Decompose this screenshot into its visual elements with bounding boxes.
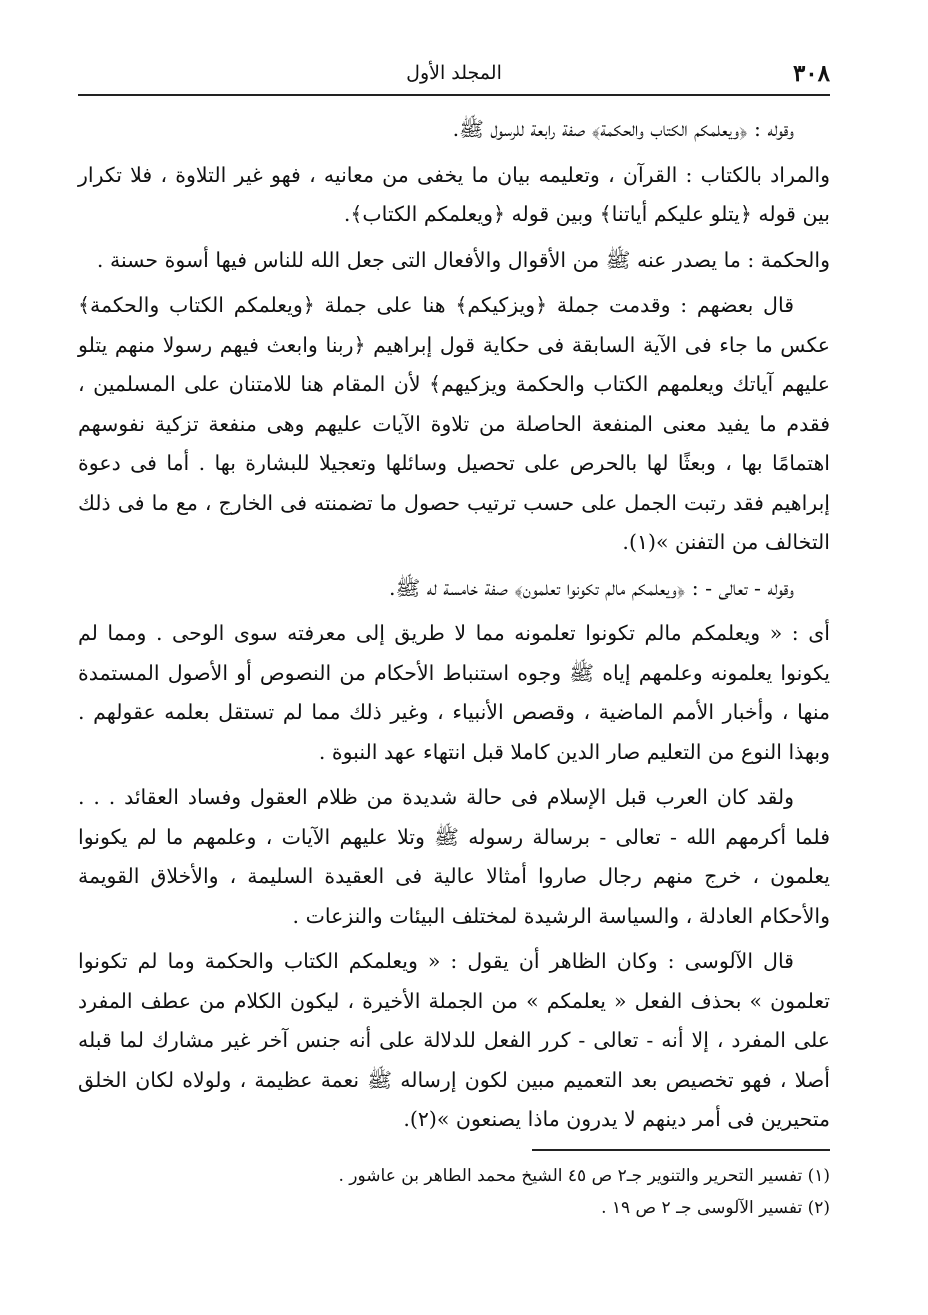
paragraph-7: ولقد كان العرب قبل الإسلام فى حالة شديدة من ظلام العقول وفساد العقائد . . . فلما أكرمهم الله - تعالى - برسالة رسوله ﷺ وتلا عليهم الآيات ، وعلمهم ما لم يكونوا يعلمون ، خرج منهم رجال صاروا أمثالا عالية فى العقيدة السليمة ، والأخلاق القويمة والأحكام العادلة ، والسياسة الرشيدة لمختلف البيئات والنزعات . (78, 785, 830, 928)
paragraph-1: وقوله : ﴿ويعلمكم الكتاب والحكمة﴾ صفة رابعة للرسول ﷺ. (452, 117, 794, 141)
paragraph-8: قال الآلوسى : وكان الظاهر أن يقول : « ويعلمكم الكتاب والحكمة وما لم تكونوا تعلمون » بحذف الفعل « يعلمكم » من الجملة الأخيرة ، ليكون الكلام من عطف المفرد على المفرد ، إلا أنه - تعالى - كرر الفعل للدلالة على أنه جنس آخر غير مشارك لما قبله أصلا ، فهو تخصيص بعد التعميم مبين لكون إرساله ﷺ نعمة عظيمة ، ولولاه لكان الخلق متحيرين فى أمر دينهم لا يدرون ماذا يصنعون »(٢). (78, 949, 830, 1131)
paragraph-3: والحكمة : ما يصدر عنه ﷺ من الأقوال والأفعال التى جعل الله للناس فيها أسوة حسنة . (96, 247, 830, 272)
footnote-divider (532, 1149, 830, 1151)
footnotes (78, 1160, 830, 1224)
main-text (78, 110, 830, 1146)
paragraph-4: قال بعضهم : وقدمت جملة ﴿ويزكيكم﴾ هنا على جملة ﴿ويعلمكم الكتاب والحكمة﴾ عكس ما جاء فى الآية السابقة فى حكاية قول إبراهيم ﴿ربنا وابعث فيهم رسولا منهم يتلو عليهم آياتك ويعلمهم الكتاب والحكمة ويزكيهم﴾ لأن المقام هنا للامتنان على المسلمين ، فقدم ما يفيد معنى المنفعة الحاصلة من تلاوة الآيات عليهم وهى منفعة تزكية نفوسهم اهتمامًا بها ، وبعثًا لها بالحرص على تحصيل وسائلها وتعجيلا للبشارة بها . أما فى دعوة إبراهيم فقد رتبت الجمل على حسب ترتيب حصول ما تضمنته فى الخارج ، مع ما فى ذلك التخالف من التفنن »(١). (78, 293, 831, 554)
page-header (78, 58, 830, 96)
page-number: ٣٠٨ (792, 60, 830, 87)
footnote-2: (٢) تفسير الآلوسى جـ ٢ ص ١٩ . (601, 1198, 830, 1218)
volume-title: المجلد الأول (406, 62, 502, 84)
paragraph-5: وقوله - تعالى - : ﴿ويعلمكم مالم تكونوا تعلمون﴾ صفة خامسة له ﷺ. (388, 575, 794, 600)
footnote-1: (١) تفسير التحرير والتنوير جـ٢ ص ٤٥ الشيخ محمد الطاهر بن عاشور . (338, 1166, 830, 1186)
paragraph-6: أى : « ويعلمكم مالم تكونوا تعلمونه مما لا طريق إلى معرفته سوى الوحى . ومما لم يكونوا يعلمونه وعلمهم إياه ﷺ وجوه استنباط الأحكام من النصوص أو الأصول المستمدة منها ، وأخبار الأمم الماضية ، وقصص الأنبياء ، وغير ذلك مما لم تستقل بعلمه عقولهم . وبهذا النوع من التعليم صار الدين كاملا قبل انتهاء عهد النبوة . (78, 621, 830, 764)
paragraph-2: والمراد بالكتاب : القرآن ، وتعليمه بيان ما يخفى من معانيه ، فهو غير التلاوة ، فلا تكرار بين قوله ﴿يتلو عليكم أياتنا﴾ وبين قوله ﴿ويعلمكم الكتاب﴾. (78, 162, 830, 226)
